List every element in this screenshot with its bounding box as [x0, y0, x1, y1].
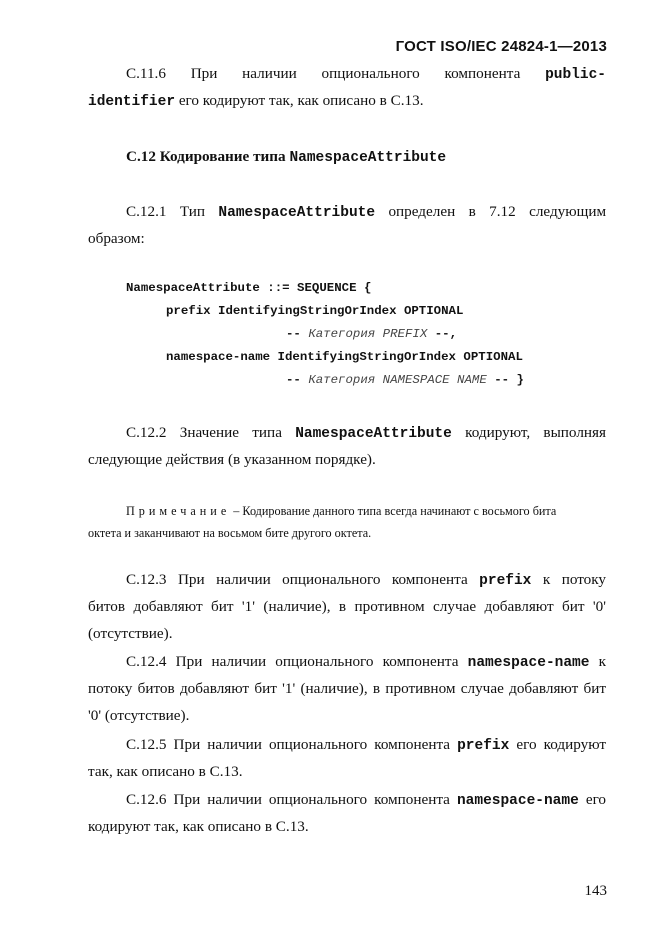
clause-c12-5: С.12.5 При наличии опционального компонента prefix его кодируют так, как описано в С.13. — [88, 736, 607, 780]
clause-c12-3: С.12.3 При наличии опционального компонента prefix к потоку битов добавляют бит '1' (наличие), в противном случае добавляют бит '0' (отсутствие). — [88, 571, 607, 642]
asn1-line-2: prefix IdentifyingStringOrIndex OPTIONAL — [166, 304, 464, 318]
section-heading-c12: С.12 Кодирование типа NamespaceAttribute — [126, 148, 447, 166]
clause-c12-2: С.12.2 Значение типа NamespaceAttribute кодируют, выполняя следующие действия (в указанном порядке). — [88, 424, 606, 468]
clause-c12-6: С.12.6 При наличии опционального компонента namespace-name его кодируют так, как описано в С.13. — [88, 791, 607, 835]
clause-c11-6: С.11.6 При наличии опционального компонента public- identifier его кодируют так, как описано в С.13. — [88, 65, 606, 110]
clause-c12-4: С.12.4 При наличии опционального компонента namespace-name к потоку битов добавляют бит '1' (наличие), в противном случае добавляют бит '0' (отсутствие). — [88, 653, 606, 724]
note: Примечание – Кодирование данного типа всегда начинают с восьмого бита октета и заканчивают на восьмом бите другого октета. — [88, 504, 557, 540]
clause-c12-1: С.12.1 Тип NamespaceAttribute определен в 7.12 следующим образом: — [88, 203, 607, 247]
page-number: 143 — [584, 883, 607, 899]
asn1-line-1: NamespaceAttribute ::= SEQUENCE { — [126, 281, 372, 295]
document-header: ГОСТ ISO/IEC 24824-1—2013 — [395, 38, 607, 55]
note-label: Примечание — [126, 504, 231, 518]
asn1-line-5: -- Категория NAMESPACE NAME -- } — [286, 373, 524, 387]
asn1-line-4: namespace-name IdentifyingStringOrIndex OPTIONAL — [166, 350, 523, 364]
asn1-line-3: -- Категория PREFIX --, — [286, 327, 458, 341]
